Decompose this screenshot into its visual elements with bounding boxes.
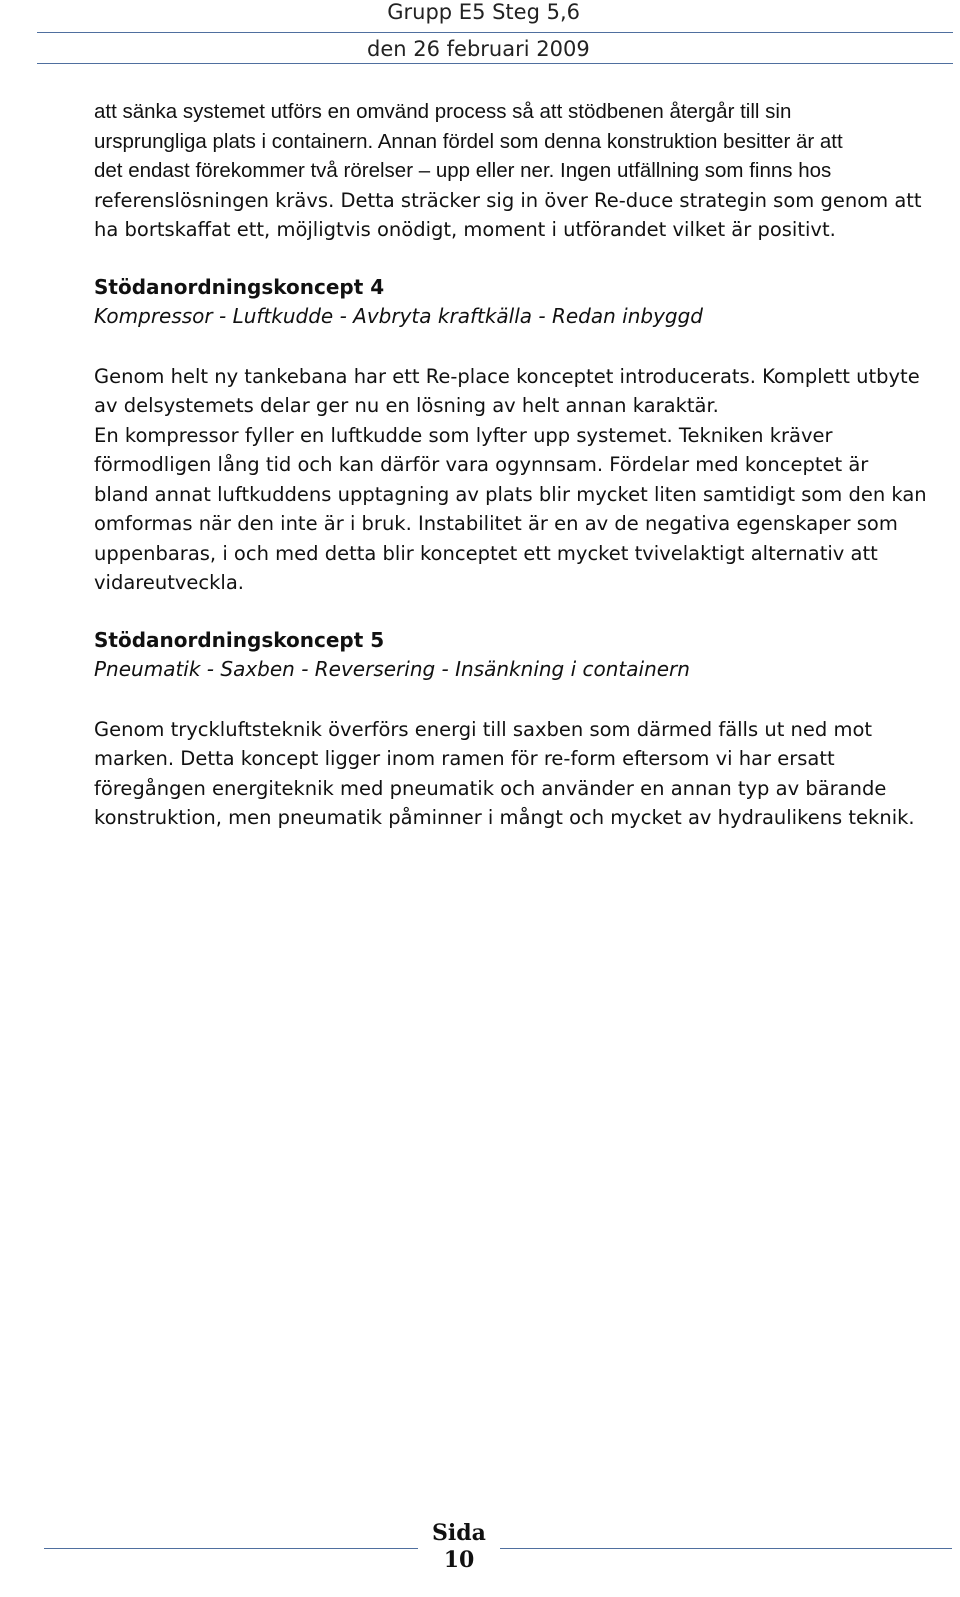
section-heading: Stödanordningskoncept 4	[94, 274, 385, 299]
text-line: det endast förekommer två rörelser – upp eller ner. Ingen utfällning som finns hos	[94, 159, 832, 182]
text-line: uppenbaras, i och med detta blir konceptet ett mycket tvivelaktigt alternativ att	[94, 541, 878, 565]
page-header	[0, 0, 960, 70]
text-line: omformas när den inte är i bruk. Instabilitet är en av de negativa egenskaper som	[94, 512, 898, 535]
section-concept-5	[94, 626, 934, 833]
page-number: 10	[443, 1547, 475, 1573]
text-line: förmodligen lång tid och kan därför vara ogynnsam. Fördelar med konceptet är	[94, 453, 869, 476]
page-content	[94, 97, 934, 833]
text-line: ha bortskaffat ett, möjligtvis onödigt, moment i utförandet vilket är positivt.	[94, 218, 836, 241]
header-rule-bottom	[37, 63, 953, 64]
page-footer	[0, 1520, 960, 1597]
text-line: Genom tryckluftsteknik överförs energi till saxben som därmed fälls ut ned mot	[94, 717, 873, 741]
header-title: Grupp E5 Steg 5,6	[387, 0, 580, 24]
section-heading: Stödanordningskoncept 5	[94, 627, 385, 652]
section-subtitle: Kompressor - Luftkudde - Avbryta kraftkälla - Redan inbyggd	[94, 304, 704, 328]
text-line: föregången energiteknik med pneumatik och använder en annan typ av bärande	[94, 776, 887, 800]
text-line: av delsystemets delar ger nu en lösning av helt annan karaktär.	[94, 394, 719, 417]
text-line: Genom helt ny tankebana har ett Re-place konceptet introducerats. Komplett utbyte	[94, 364, 920, 388]
text-line: konstruktion, men pneumatik påminner i mångt och mycket av hydraulikens teknik.	[94, 806, 915, 829]
header-rule-top	[37, 32, 953, 33]
text-line: att sänka systemet utförs en omvänd process så att stödbenen återgår till sin	[94, 100, 792, 123]
text-line: ursprungliga plats i containern. Annan fördel som denna konstruktion besitter är att	[94, 129, 843, 153]
footer-rule-left	[44, 1548, 418, 1549]
footer-rule-right	[500, 1548, 952, 1549]
text-line: En kompressor fyller en luftkudde som lyfter upp systemet. Tekniken kräver	[94, 423, 833, 447]
text-line: marken. Detta koncept ligger inom ramen för re-form eftersom vi har ersatt	[94, 747, 835, 770]
header-date: den 26 februari 2009	[367, 37, 590, 61]
page-label: Sida	[432, 1520, 486, 1546]
text-line: bland annat luftkuddens upptagning av plats blir mycket liten samtidigt som den kan	[94, 482, 927, 506]
text-line: referenslösningen krävs. Detta sträcker sig in över Re-duce strategin som genom att	[94, 188, 922, 212]
section-subtitle: Pneumatik - Saxben - Reversering - Insänkning i containern	[94, 657, 690, 681]
page-number-block	[420, 1520, 498, 1574]
intro-paragraph	[94, 97, 934, 245]
text-line: vidareutveckla.	[94, 571, 244, 594]
section-concept-4	[94, 273, 934, 598]
